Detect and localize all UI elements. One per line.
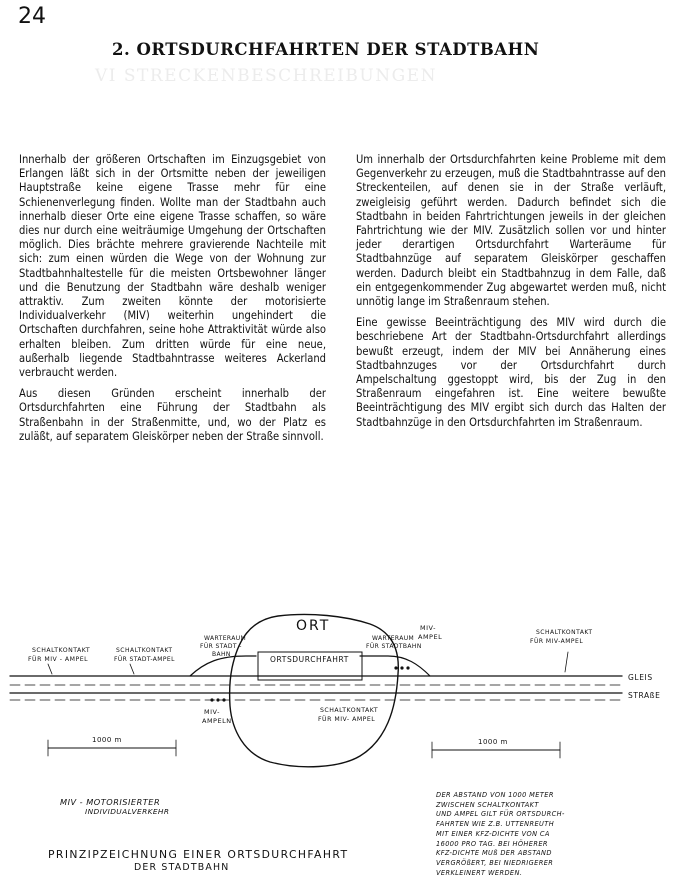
right-waiting-line-2: FÜR STADTBAHN <box>366 643 422 650</box>
left-paragraph-1: Innerhalb der größeren Ortschaften im Einzugsgebiet von Erlangen läßt sich in der Ortsmitte neben der jeweiligen Hauptstraße keine eigene Trasse mehr für eine Schienenverlegung finden. Wollte man der Stadtbahn auch innerhalb dieser Orte eine eigene Trasse schaffen, so wäre dies nur durch eine weiträumige Umgehung der Ortschaften möglich. Dies brächte mehrere gravierende Nachteile mit sich: zum einen würden die Wege von der Wohnung zur Stadtbahnhaltestelle für die meisten Ortsbewohner länger und die Benutzung der Stadtbahn wäre deshalb weniger attraktiv. Zum zweiten könnte der motorisierte Individualverkehr (MIV) weiterhin ungehindert die Ortschaften durchfahren, seine hohe Attraktivität würde also erhalten bleiben. Zum dritten würde für eine neue, außerhalb liegende Stadtbahntrasse weiteres Ackerland verbraucht werden. <box>19 153 326 380</box>
left-contact-1-line-1: SCHALTKONTAKT <box>32 647 91 654</box>
annotation-line: DER ABSTAND VON 1000 METER <box>436 791 554 799</box>
distance-annotation <box>436 791 626 878</box>
right-text-column <box>356 153 666 437</box>
left-waiting-line-3: BAHN <box>212 651 231 658</box>
annotation-line: UND AMPEL GILT FÜR ORTSDURCH- <box>436 810 565 819</box>
annotation-line: VERKLEINERT WERDEN. <box>436 868 523 877</box>
miv-signal-right-line-2: AMPEL <box>418 633 443 641</box>
town-label: ORT <box>296 618 331 634</box>
annotation-line: FAHRTEN WIE Z.B. UTTENREUTH <box>436 820 555 829</box>
waiting-track-left <box>190 656 256 676</box>
left-contact-2-line-2: FÜR STADT-AMPEL <box>114 656 175 663</box>
annotation-line: ZWISCHEN SCHALTKONTAKT <box>436 800 539 809</box>
annotation-line: VERGRÖßERT, BEI NIEDRIGERER <box>436 858 554 867</box>
annotation-line: 16000 PRO TAG. BEI HÖHERER <box>436 839 548 848</box>
signal-dot-right-2 <box>400 666 403 669</box>
distance-label-left: 1000 m <box>92 736 122 744</box>
right-paragraph-1: Um innerhalb der Ortsdurchfahrten keine Probleme mit dem Gegenverkehr zu erzeugen, muß die Stadtbahntrasse auf den Streckenteilen, auf denen sie in der Straße verläuft, zweigleisig geführt werden. Dadurch befindet sich die Stadtbahn in beiden Fahrtrichtungen jeweils in der gleichen Fahrtrichtung wie der MIV. Zusätzlich sollen vor und hinter jeder derartigen Ortsdurchfahrt Warteräume für Stadtbahnzüge auf separatem Gleiskörper geschaffen werden. Dadurch bleibt ein Stadtbahnzug in dem Falle, daß ein entgegenkommender Zug abgewartet werden muß, nicht unnötig lange im Straßenraum stehen. <box>356 153 666 309</box>
annotation-line: MIT EINER KFZ-DICHTE VON CA <box>436 829 550 838</box>
distance-label-right: 1000 m <box>478 738 508 746</box>
right-paragraph-2: Eine gewisse Beeinträchtigung des MIV wird durch die beschriebene Art der Stadtbahn-Ortsdurchfahrt allerdings bewußt erzeugt, indem der MIV bei Annäherung eines Stadtbahnzuges vor der Ortsdurchfahrt durch Ampelschaltung ggestoppt wird, bis der Zug in den Straßenraum eingefahren ist. Eine weitere bewußte Beeinträchtigung des MIV ergibt sich durch das Halten der Stadtbahnzüge in den Ortsdurchfahrten im Straßenraum. <box>356 316 666 429</box>
arrow-left-contact-1 <box>48 664 52 674</box>
signal-dot-left-1 <box>210 698 213 701</box>
left-waiting-line-1: WARTERAUM <box>204 635 247 642</box>
miv-signal-right-line-1: MIV- <box>420 624 436 632</box>
arrow-right-contact <box>565 652 568 672</box>
left-contact-2-line-1: SCHALTKONTAKT <box>116 647 173 654</box>
legend-line-2: INDIVIDUALVERKEHR <box>85 807 170 816</box>
signal-dot-right-3 <box>406 666 409 669</box>
signal-dot-left-2 <box>216 698 219 701</box>
figure-caption-line-2: DER STADTBAHN <box>134 862 230 873</box>
miv-signal-left-line-2: AMPELN <box>202 717 232 725</box>
legend-line-1: MIV - MOTORISIERTER <box>60 797 161 807</box>
chapter-title: 2. ORTSDURCHFAHRTEN DER STADTBAHN <box>112 40 540 59</box>
annotation-line: KFZ-DICHTE MUß DER ABSTAND <box>436 849 552 858</box>
left-waiting-line-2: FÜR STADT - <box>200 643 242 650</box>
miv-signal-left-line-1: MIV- <box>204 708 220 716</box>
right-contact-below-line-2: FÜR MIV- AMPEL <box>318 716 376 723</box>
signal-dot-right-1 <box>394 666 397 669</box>
waiting-track-right <box>360 656 430 676</box>
road-label: STRAßE <box>628 691 661 700</box>
right-contact-far-line-1: SCHALTKONTAKT <box>536 629 593 636</box>
figure-caption: PRINZIPZEICHNUNG EINER ORTSDURCHFAHRT <box>48 848 349 861</box>
through-route-label: ORTSDURCHFAHRT <box>270 655 349 664</box>
right-contact-far-line-2: FÜR MIV-AMPEL <box>530 638 584 645</box>
signal-dot-left-3 <box>222 698 225 701</box>
right-contact-below-line-1: SCHALTKONTAKT <box>320 707 379 714</box>
track-label: GLEIS <box>628 673 653 682</box>
left-contact-1-line-2: FÜR MIV - AMPEL <box>28 656 89 663</box>
page-number: 24 <box>18 4 46 29</box>
arrow-left-contact-2 <box>130 664 134 674</box>
bleed-through-title: VI STRECKENBESCHREIBUNGEN <box>95 66 437 86</box>
left-text-column <box>19 153 326 451</box>
left-paragraph-2: Aus diesen Gründen erscheint innerhalb der Ortsdurchfahrten eine Führung der Stadtbahn als Straßenbahn in der Straßenmitte, und, wo der Platz es zuläßt, auf separatem Gleiskörper neben der Straße sinnvoll. <box>19 387 326 443</box>
right-waiting-line-1: WARTERAUM <box>372 635 415 642</box>
